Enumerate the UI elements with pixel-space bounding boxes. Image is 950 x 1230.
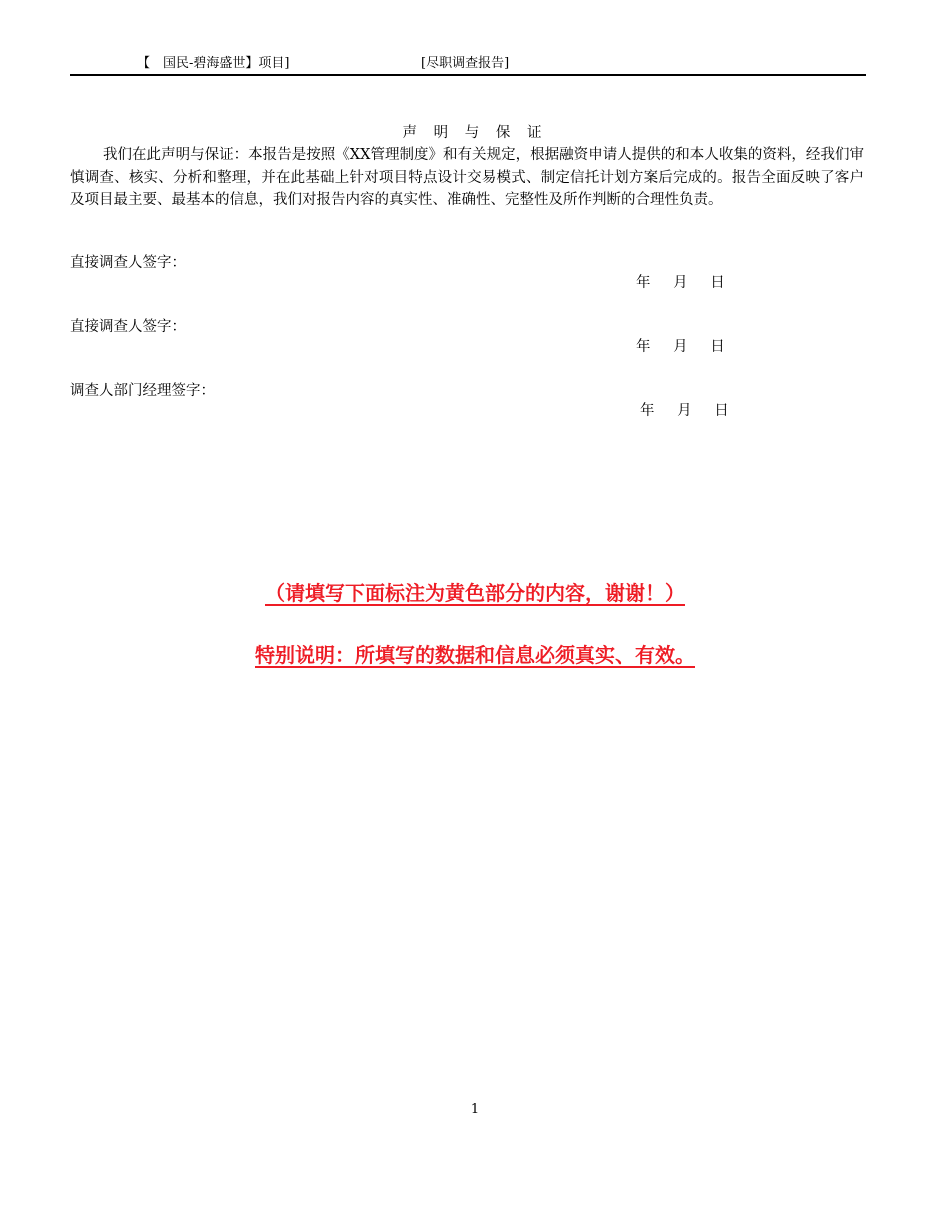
signature-date-investigator-1: 年 月 日 [636, 275, 725, 291]
special-note-notice: 特别说明：所填写的数据和信息必须真实、有效。 [255, 643, 695, 667]
header-report-title: [尽职调查报告] [421, 56, 510, 71]
page-number: 1 [470, 1102, 480, 1117]
page-header [70, 54, 866, 76]
signature-label-investigator-2: 直接调查人签字： [70, 319, 186, 335]
signature-label-department-manager: 调查人部门经理签字： [70, 383, 215, 399]
declaration-title: 声 明 与 保 证 [402, 125, 548, 141]
signature-date-investigator-2: 年 月 日 [636, 339, 725, 355]
header-project-title: 【 国民-碧海盛世】项目] [137, 56, 290, 71]
declaration-statement: 我们在此声明与保证：本报告是按照《XX管理制度》和有关规定，根据融资申请人提供的和本人收集的资料，经我们审慎调查、核实、分析和整理，并在此基础上针对项目特点设计交易模式、制定信托计划方案后完成的。报告全面反映了客户及项目最主要、最基本的信息，我们对报告内容的真实性、准确性、完整性及所作判断的合理性负责。 [70, 147, 864, 208]
signature-date-department-manager: 年 月 日 [640, 403, 729, 419]
fill-request-notice: （请填写下面标注为黄色部分的内容，谢谢！） [265, 581, 685, 605]
signature-label-investigator-1: 直接调查人签字： [70, 255, 186, 271]
